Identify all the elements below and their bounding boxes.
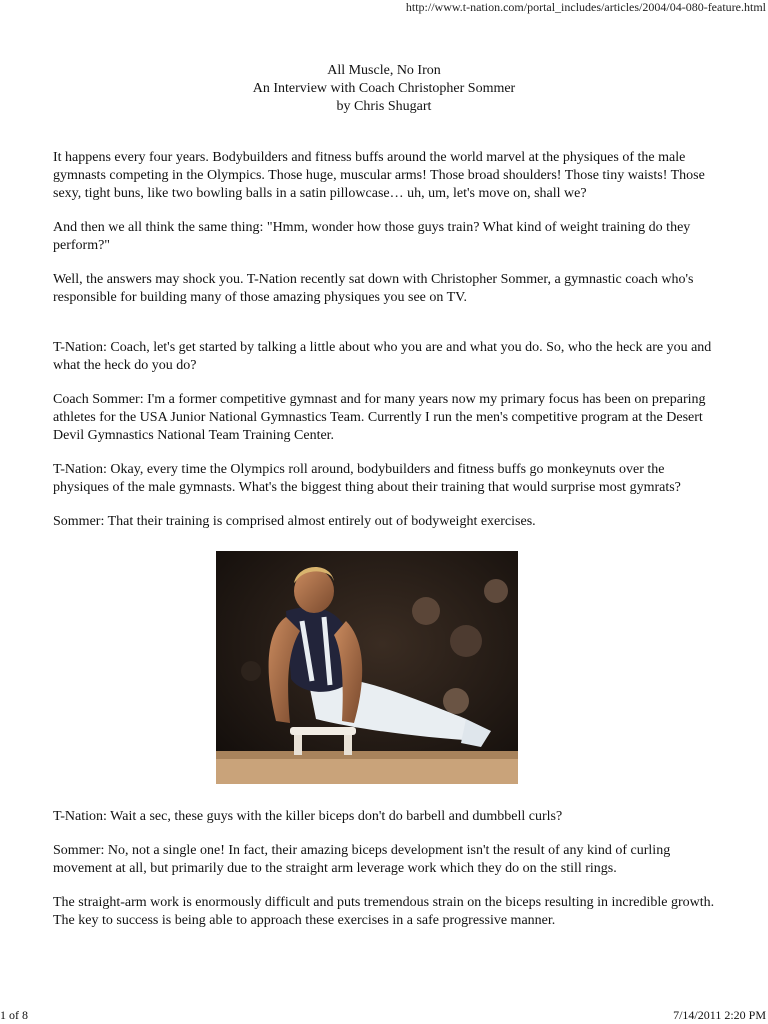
paragraph: T-Nation: Okay, every time the Olympics roll around, bodybuilders and fitness buffs go monkeynuts over the physiques of the male gymnasts. What's the biggest thing about their training that would surprise most gymrats? xyxy=(53,462,681,495)
paragraph: T-Nation: Coach, let's get started by talking a little about who you are and what you do. So, who the heck are you and what the heck do you do? xyxy=(53,340,712,373)
article-body xyxy=(53,149,718,946)
paragraph: And then we all think the same thing: "Hmm, wonder how those guys train? What kind of weight training do they perform?" xyxy=(53,220,691,253)
gymnast-illustration xyxy=(216,551,518,784)
source-url: http://www.t-nation.com/portal_includes/articles/2004/04-080-feature.html xyxy=(405,0,766,14)
paragraph: Sommer: That their training is comprised almost entirely out of bodyweight exercises. xyxy=(53,514,536,529)
print-datetime: 7/14/2011 2:20 PM xyxy=(673,1008,766,1022)
photo-container xyxy=(53,551,718,790)
paragraph: It happens every four years. Bodybuilders and fitness buffs around the world marvel at the physiques of the male gymnasts competing in the Olympics. Those huge, muscular arms! Those broad shoulders! Those tiny waists! Those sexy, tight buns, like two bowling balls in a satin pillowcase… uh, um, let's move on, shall we? xyxy=(53,150,705,201)
gymnast-photo xyxy=(216,551,518,784)
paragraph: Sommer: No, not a single one! In fact, their amazing biceps development isn't the result of any kind of curling movement at all, but primarily due to the straight arm leverage work which they do on the still rings. xyxy=(53,843,671,876)
article-title: All Muscle, No Iron xyxy=(327,63,441,78)
paragraph: T-Nation: Wait a sec, these guys with the killer biceps don't do barbell and dumbbell curls? xyxy=(53,809,563,824)
page-counter: 1 of 8 xyxy=(0,1008,28,1022)
article-byline: by Chris Shugart xyxy=(336,99,432,114)
paragraph: The straight-arm work is enormously difficult and puts tremendous strain on the biceps resulting in incredible growth. The key to success is being able to approach these exercises in a safe progressive manner. xyxy=(53,895,715,928)
article-heading xyxy=(0,62,768,116)
paragraph: Coach Sommer: I'm a former competitive gymnast and for many years now my primary focus has been on preparing athletes for the USA Junior National Gymnastics Team. Currently I run the men's competitive program at the Desert Devil Gymnastics National Team Training Center. xyxy=(53,392,706,443)
article-subtitle: An Interview with Coach Christopher Sommer xyxy=(252,81,516,96)
paragraph: Well, the answers may shock you. T-Nation recently sat down with Christopher Sommer, a gymnastic coach who's responsible for building many of those amazing physiques you see on TV. xyxy=(53,272,694,305)
